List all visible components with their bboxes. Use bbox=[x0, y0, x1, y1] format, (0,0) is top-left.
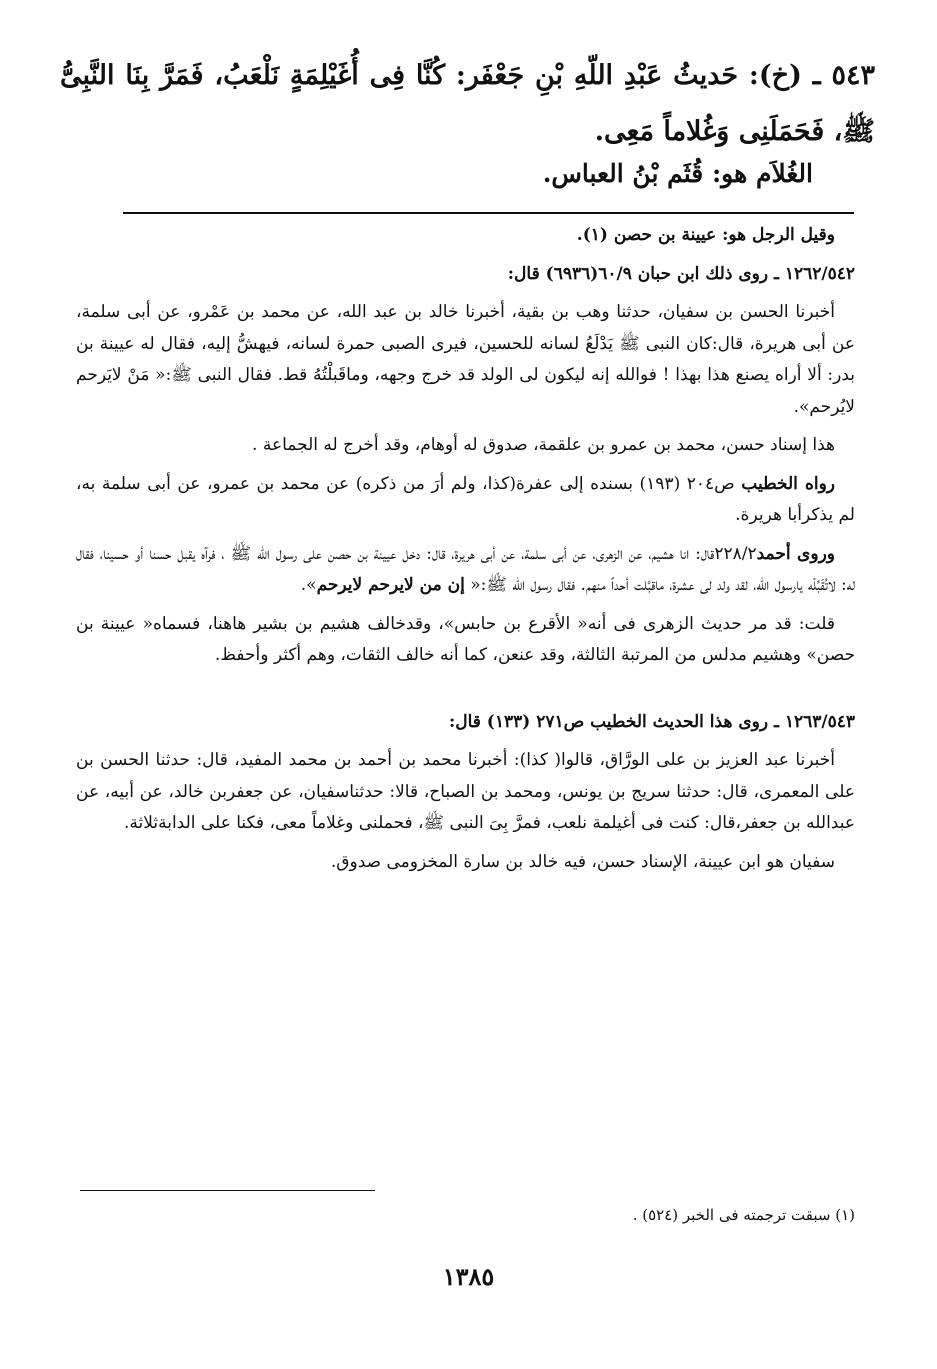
footnote-divider bbox=[80, 1190, 375, 1191]
paragraph-man-identity: وقيل الرجل هو: عيينة بن حصن (١). bbox=[576, 225, 835, 245]
ahmad-quote: إن من لايرحم لايرحم bbox=[316, 575, 465, 595]
section-spacer bbox=[76, 679, 855, 707]
paragraph-ibn-hibban-heading: ١٢٦٢/٥٤٢ ـ روى ذلك ابن حبان ٦٠/٩(٦٩٣٦) قال: bbox=[507, 263, 855, 284]
paragraph-khatib-narration bbox=[76, 469, 855, 532]
paragraph-ahmad-narration bbox=[76, 539, 855, 602]
paragraph-khatib-heading: ١٢٦٣/٥٤٣ ـ روى هذا الحديث الخطيب ص٢٧١ (١٣٣) قال: bbox=[448, 711, 855, 732]
ahmad-end: ». bbox=[300, 575, 317, 595]
paragraph-isnad-grade: هذا إسناد حسن، محمد بن عمرو بن علقمة، صدوق له أوهام، وقد أخرج له الجماعة . bbox=[252, 435, 835, 455]
ahmad-text: ٢٢٨/٢قال: انا هشيم، عن الزهرى، عن أبى سلمة، عن أبى هريرة، قال: دخل عيينة بن حصن على رسول الله ﷺ ، فرآه يقبل حسنا أو حسينا، فقال له: لاتُقَبِّلْه يارسول الله، لقد ولد لى عشرة، ماقبَّلت أحداً منهم. فقال رسول الله ﷺ:« bbox=[76, 543, 855, 595]
paragraph-sufyan-note: سفيان هو ابن عيينة، الإسناد حسن، فيه خالد بن سارة المخزومى صدوق. bbox=[330, 851, 835, 872]
khatib-label: رواه الخطيب bbox=[741, 473, 835, 494]
footnote: (١) سبقت ترجمته فى الخبر (٥٢٤) . bbox=[632, 1206, 855, 1224]
paragraph-khatib-text: أخبرنا عبد العزيز بن على الورَّاق، قالوا( كذا): أخبرنا محمد بن أحمد بن محمد المفيد، قال: حدثنا الحسن بن على المعمرى، قال: حدثنا سريج بن يونس، ومحمد بن الصباح، قالا: حدثناسفيان، عن جعفربن خالد، عن أبيه، عن عبدالله بن جعفر،قال: كنت فى أغيلمة نلعب، فمرَّ بِىَ النبى ﷺ، فحملنى وغلاماً معى، فكنا على الدابةثلاثة. bbox=[76, 750, 855, 833]
ahmad-label: وروى أحمد bbox=[756, 543, 835, 564]
horizontal-divider bbox=[123, 212, 854, 214]
khatib-text: ص٢٠٤ (١٩٣) بسنده إلى عفرة(كذا، ولم أرَ من ذكره) عن محمد بن عمرو، عن أبى سلمة به، لم يذكرأبا هريرة. bbox=[76, 473, 855, 525]
hadith-heading: ٥٤٣ ـ (خ): حَديثُ عَبْدِ اللّهِ بْنِ جَعْفَر: كُنَّا فِى أُغَيْلِمَةٍ نَلْعَبُ، فَمَرَّ بِنَا النَّبِىُّ ﷺ، فَحَمَلَنِى وَغُلاماً مَعِى. bbox=[60, 60, 875, 147]
paragraph-author-note: قلت: قد مر حديث الزهرى فى أنه« الأقرع بن حابس»، وقدخالف هشيم بن بشير هاهنا، فسماه« عيينة بن حصن» وهشيم مدلس من المرتبة الثالثة، وقد عنعن، كما أنه خالف الثقات، وهم أكثر وأحفظ. bbox=[76, 613, 855, 665]
page-number: ١٣٨٥ bbox=[442, 1262, 495, 1291]
ghulam-line: الغُلاَم هو: قُثَم بْنُ العباس. bbox=[542, 159, 813, 188]
paragraph-ibn-hibban-text: أخبرنا الحسن بن سفيان، حدثنا وهب بن بقية، أخبرنا خالد بن عبد الله، عن محمد بن عَمْرو، عن أبى سلمة، عن أبى هريرة، قال:كان النبى ﷺ يَدْلَعُ لسانه للحسين، فيرى الصبى حمرة لسانه، فيهشُّ إليه، فقال له عيينة بن بدر: ألا أراه يصنع هذا بهذا ! فوالله إنه ليكون لى الولد قد خرج وجهه، وماقَبلْتُهُ قط. فقال النبى ﷺ:« مَنْ لايَرحم لايُرحم». bbox=[76, 302, 855, 417]
commentary-body bbox=[76, 220, 855, 885]
